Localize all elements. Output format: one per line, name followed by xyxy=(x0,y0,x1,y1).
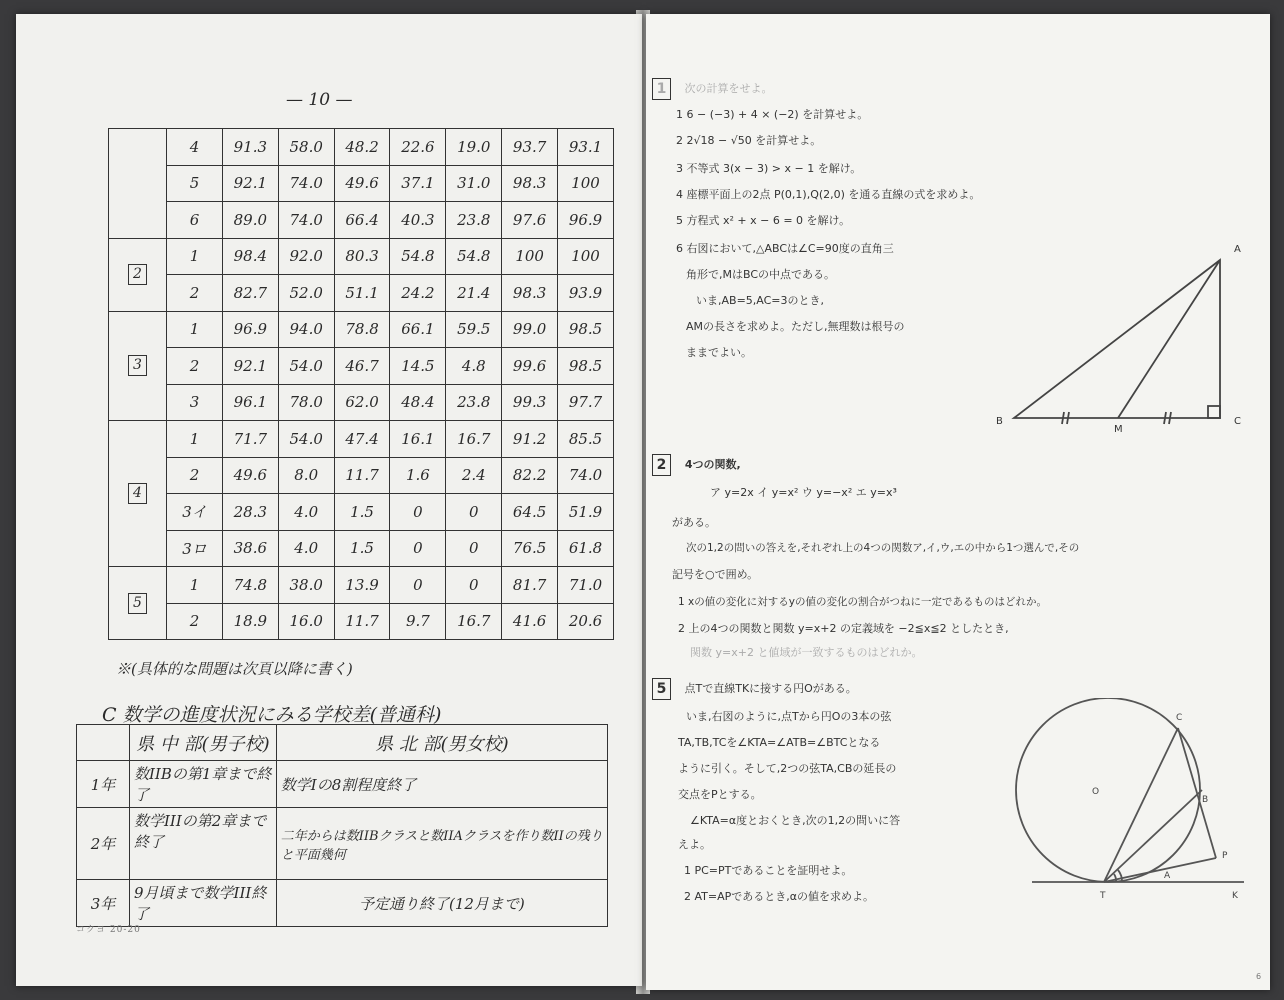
label-T: T xyxy=(1100,891,1106,901)
section-cell xyxy=(109,311,167,421)
score-value: 1.6 xyxy=(390,457,446,494)
score-row xyxy=(109,202,614,239)
question-number: 1 xyxy=(167,421,223,458)
s2-line: 関数 y=x+2 と値域が一致するものはどれか。 xyxy=(690,646,923,659)
score-value: 97.6 xyxy=(502,202,558,239)
progress-central-cell: 数学IIIの第2章まで終了 xyxy=(130,808,277,880)
question-number: 4 xyxy=(167,129,223,166)
question-number: 3ロ xyxy=(167,530,223,567)
s1-item: 角形で,MはBCの中点である。 xyxy=(686,268,836,281)
score-value: 0 xyxy=(390,567,446,604)
s2-line: 1 xの値の変化に対するyの値の変化の割合がつねに一定であるものはどれか。 xyxy=(678,596,1047,608)
score-value: 16.0 xyxy=(278,603,334,640)
question-number: 2 xyxy=(167,348,223,385)
score-value: 47.4 xyxy=(334,421,390,458)
section1-heading: 次の計算をせよ。 xyxy=(684,82,773,95)
score-row xyxy=(109,129,614,166)
score-value: 49.6 xyxy=(222,457,278,494)
score-value: 92.1 xyxy=(222,348,278,385)
s5-line: 1 PC=PTであることを証明せよ。 xyxy=(684,864,853,877)
score-value: 54.0 xyxy=(278,421,334,458)
score-row xyxy=(109,238,614,275)
progress-central-cell: 9月頃まで数学III終了 xyxy=(130,880,277,927)
s5-line: えよ。 xyxy=(678,838,711,851)
score-value: 100 xyxy=(558,165,614,202)
s1-item: 2 2√18 − √50 を計算せよ。 xyxy=(676,134,822,147)
section-number-box: 4 xyxy=(128,483,147,504)
score-value: 91.2 xyxy=(502,421,558,458)
score-value: 1.5 xyxy=(334,494,390,531)
progress-central-cell: 数IIBの第1章まで終了 xyxy=(130,761,277,808)
score-value: 18.9 xyxy=(222,603,278,640)
score-value: 97.7 xyxy=(558,384,614,421)
score-value: 74.8 xyxy=(222,567,278,604)
triangle-figure xyxy=(986,236,1256,432)
s5-line: 点Tで直線TKに接する円Oがある。 xyxy=(684,682,857,695)
score-value: 62.0 xyxy=(334,384,390,421)
score-value: 4.8 xyxy=(446,348,502,385)
section-cell xyxy=(109,238,167,311)
label-B: B xyxy=(996,416,1003,427)
score-value: 4.0 xyxy=(278,494,334,531)
label-C: C xyxy=(1176,713,1183,723)
label-C: C xyxy=(1234,416,1241,427)
score-value: 89.0 xyxy=(222,202,278,239)
section5-box: 5 xyxy=(652,678,671,700)
score-value: 100 xyxy=(558,238,614,275)
section1-header xyxy=(652,78,773,100)
score-value: 98.3 xyxy=(502,275,558,312)
score-value: 98.5 xyxy=(558,311,614,348)
score-value: 52.0 xyxy=(278,275,334,312)
s1-item: 4 座標平面上の2点 P(0,1),Q(2,0) を通る直線の式を求めよ。 xyxy=(676,188,981,201)
score-value: 37.1 xyxy=(390,165,446,202)
section2-header xyxy=(652,454,741,476)
score-value: 31.0 xyxy=(446,165,502,202)
score-value: 23.8 xyxy=(446,202,502,239)
label-P: P xyxy=(1222,851,1228,861)
progress-table xyxy=(76,724,608,927)
progress-header-north: 県 北 部(男女校) xyxy=(276,725,607,761)
score-value: 0 xyxy=(390,530,446,567)
score-value: 91.3 xyxy=(222,129,278,166)
score-value: 78.0 xyxy=(278,384,334,421)
label-A: A xyxy=(1234,244,1241,255)
score-value: 96.9 xyxy=(222,311,278,348)
question-number: 2 xyxy=(167,457,223,494)
s2-line: 記号を○で囲め。 xyxy=(672,568,759,581)
score-value: 85.5 xyxy=(558,421,614,458)
score-value: 22.6 xyxy=(390,129,446,166)
s1-item: 3 不等式 3(x − 3) > x − 1 を解け。 xyxy=(676,162,862,175)
notebook-footer: コクヨ 20-20 xyxy=(76,925,141,935)
score-value: 54.0 xyxy=(278,348,334,385)
score-value: 14.5 xyxy=(390,348,446,385)
section-cell xyxy=(109,567,167,640)
score-value: 98.5 xyxy=(558,348,614,385)
score-value: 74.0 xyxy=(278,165,334,202)
progress-north-cell: 予定通り終了(12月まで) xyxy=(276,880,607,927)
label-A: A xyxy=(1164,871,1171,881)
score-table xyxy=(108,128,614,640)
score-value: 82.7 xyxy=(222,275,278,312)
score-value: 99.0 xyxy=(502,311,558,348)
score-value: 48.4 xyxy=(390,384,446,421)
score-value: 13.9 xyxy=(334,567,390,604)
section-number-box: 2 xyxy=(128,264,147,285)
label-M: M xyxy=(1114,424,1123,432)
question-number: 2 xyxy=(167,603,223,640)
page-number: — 10 — xyxy=(286,90,353,110)
score-row xyxy=(109,567,614,604)
left-page xyxy=(16,14,642,986)
score-value: 41.6 xyxy=(502,603,558,640)
score-value: 76.5 xyxy=(502,530,558,567)
section-number-box: 3 xyxy=(128,355,147,376)
score-value: 92.0 xyxy=(278,238,334,275)
s1-item: いま,AB=5,AC=3のとき, xyxy=(696,294,825,307)
s1-item: 6 右図において,△ABCは∠C=90度の直角三 xyxy=(676,242,894,255)
score-value: 0 xyxy=(446,567,502,604)
section2-box: 2 xyxy=(652,454,671,476)
section-number-box: 5 xyxy=(128,593,147,614)
score-value: 46.7 xyxy=(334,348,390,385)
score-value: 71.7 xyxy=(222,421,278,458)
table-note: ※(具体的な問題は次頁以降に書く) xyxy=(116,660,353,678)
s5-line: 交点をPとする。 xyxy=(678,788,762,801)
question-number: 5 xyxy=(167,165,223,202)
corner-mark: 6 xyxy=(1256,972,1262,981)
question-number: 1 xyxy=(167,311,223,348)
score-value: 23.8 xyxy=(446,384,502,421)
score-row xyxy=(109,348,614,385)
score-row xyxy=(109,384,614,421)
score-value: 96.9 xyxy=(558,202,614,239)
score-value: 78.8 xyxy=(334,311,390,348)
score-row xyxy=(109,311,614,348)
score-value: 16.7 xyxy=(446,421,502,458)
label-B: B xyxy=(1202,795,1209,805)
score-value: 24.2 xyxy=(390,275,446,312)
score-value: 51.9 xyxy=(558,494,614,531)
score-value: 16.1 xyxy=(390,421,446,458)
label-O: O xyxy=(1092,787,1100,797)
progress-year: 1年 xyxy=(77,761,130,808)
s5-line: ∠KTA=α度とおくとき,次の1,2の問いに答 xyxy=(690,814,901,827)
progress-header-central: 県 中 部(男子校) xyxy=(130,725,277,761)
section-cell xyxy=(109,129,167,239)
score-value: 51.1 xyxy=(334,275,390,312)
score-value: 1.5 xyxy=(334,530,390,567)
s5-line: いま,右図のように,点Tから円Oの3本の弦 xyxy=(686,710,892,723)
score-value: 99.3 xyxy=(502,384,558,421)
progress-year: 3年 xyxy=(77,880,130,927)
score-value: 82.2 xyxy=(502,457,558,494)
s5-line: 2 AT=APであるとき,αの値を求めよ。 xyxy=(684,890,875,903)
score-value: 58.0 xyxy=(278,129,334,166)
question-number: 1 xyxy=(167,238,223,275)
section-c-title: C 数学の進度状況にみる学校差(普通科) xyxy=(102,704,442,726)
score-value: 93.1 xyxy=(558,129,614,166)
s1-item: AMの長さを求めよ。ただし,無理数は根号の xyxy=(686,320,905,333)
score-row xyxy=(109,530,614,567)
score-value: 40.3 xyxy=(390,202,446,239)
question-number: 2 xyxy=(167,275,223,312)
score-value: 54.8 xyxy=(390,238,446,275)
progress-north-cell: 二年からは数IIBクラスと数IIAクラスを作り数IIの残りと平面幾何 xyxy=(276,808,607,880)
score-value: 74.0 xyxy=(278,202,334,239)
score-value: 64.5 xyxy=(502,494,558,531)
score-value: 0 xyxy=(446,494,502,531)
score-value: 4.0 xyxy=(278,530,334,567)
score-value: 61.8 xyxy=(558,530,614,567)
score-value: 19.0 xyxy=(446,129,502,166)
score-value: 66.1 xyxy=(390,311,446,348)
section5-header xyxy=(652,678,857,700)
score-value: 100 xyxy=(502,238,558,275)
score-value: 8.0 xyxy=(278,457,334,494)
s5-line: TA,TB,TCを∠KTA=∠ATB=∠BTCとなる xyxy=(678,736,881,749)
score-value: 49.6 xyxy=(334,165,390,202)
score-row xyxy=(109,603,614,640)
question-number: 3 xyxy=(167,384,223,421)
section1-box: 1 xyxy=(652,78,671,100)
progress-north-cell: 数学Iの8割程度終了 xyxy=(276,761,607,808)
score-value: 20.6 xyxy=(558,603,614,640)
score-value: 21.4 xyxy=(446,275,502,312)
score-value: 98.3 xyxy=(502,165,558,202)
s2-line: 2 上の4つの関数と関数 y=x+2 の定義域を −2≦x≦2 としたとき, xyxy=(678,622,1009,635)
circle-figure xyxy=(996,698,1256,904)
score-value: 28.3 xyxy=(222,494,278,531)
score-row xyxy=(109,165,614,202)
score-row xyxy=(109,457,614,494)
score-value: 38.0 xyxy=(278,567,334,604)
label-K: K xyxy=(1232,891,1238,901)
s2-line: がある。 xyxy=(672,516,716,529)
score-value: 59.5 xyxy=(446,311,502,348)
s2-line: 次の1,2の問いの答えを,それぞれ上の4つの関数ア,イ,ウ,エの中から1つ選んで,その xyxy=(686,542,1080,554)
score-value: 9.7 xyxy=(390,603,446,640)
section-cell xyxy=(109,421,167,567)
score-row xyxy=(109,275,614,312)
score-value: 98.4 xyxy=(222,238,278,275)
score-value: 92.1 xyxy=(222,165,278,202)
score-value: 0 xyxy=(390,494,446,531)
s1-item: 5 方程式 x² + x − 6 = 0 を解け。 xyxy=(676,214,851,227)
score-value: 11.7 xyxy=(334,603,390,640)
s5-line: ように引く。そして,2つの弦TA,CBの延長の xyxy=(678,762,897,775)
section2-heading: 4つの関数, xyxy=(684,458,741,471)
progress-header-blank xyxy=(77,725,130,761)
score-value: 71.0 xyxy=(558,567,614,604)
section2-functions: ア y=2x イ y=x² ウ y=−x² エ y=x³ xyxy=(710,486,897,499)
score-row xyxy=(109,494,614,531)
score-value: 2.4 xyxy=(446,457,502,494)
score-value: 81.7 xyxy=(502,567,558,604)
score-value: 93.7 xyxy=(502,129,558,166)
right-page xyxy=(646,14,1270,990)
progress-year: 2年 xyxy=(77,808,130,880)
question-number: 1 xyxy=(167,567,223,604)
score-value: 94.0 xyxy=(278,311,334,348)
score-value: 93.9 xyxy=(558,275,614,312)
s1-item: ままでよい。 xyxy=(686,346,752,359)
s1-item: 1 6 − (−3) + 4 × (−2) を計算せよ。 xyxy=(676,108,869,121)
score-value: 16.7 xyxy=(446,603,502,640)
score-value: 96.1 xyxy=(222,384,278,421)
score-value: 38.6 xyxy=(222,530,278,567)
score-row xyxy=(109,421,614,458)
question-number: 3イ xyxy=(167,494,223,531)
score-value: 54.8 xyxy=(446,238,502,275)
score-value: 0 xyxy=(446,530,502,567)
score-value: 11.7 xyxy=(334,457,390,494)
question-number: 6 xyxy=(167,202,223,239)
score-value: 74.0 xyxy=(558,457,614,494)
score-value: 48.2 xyxy=(334,129,390,166)
score-value: 99.6 xyxy=(502,348,558,385)
score-value: 80.3 xyxy=(334,238,390,275)
score-value: 66.4 xyxy=(334,202,390,239)
